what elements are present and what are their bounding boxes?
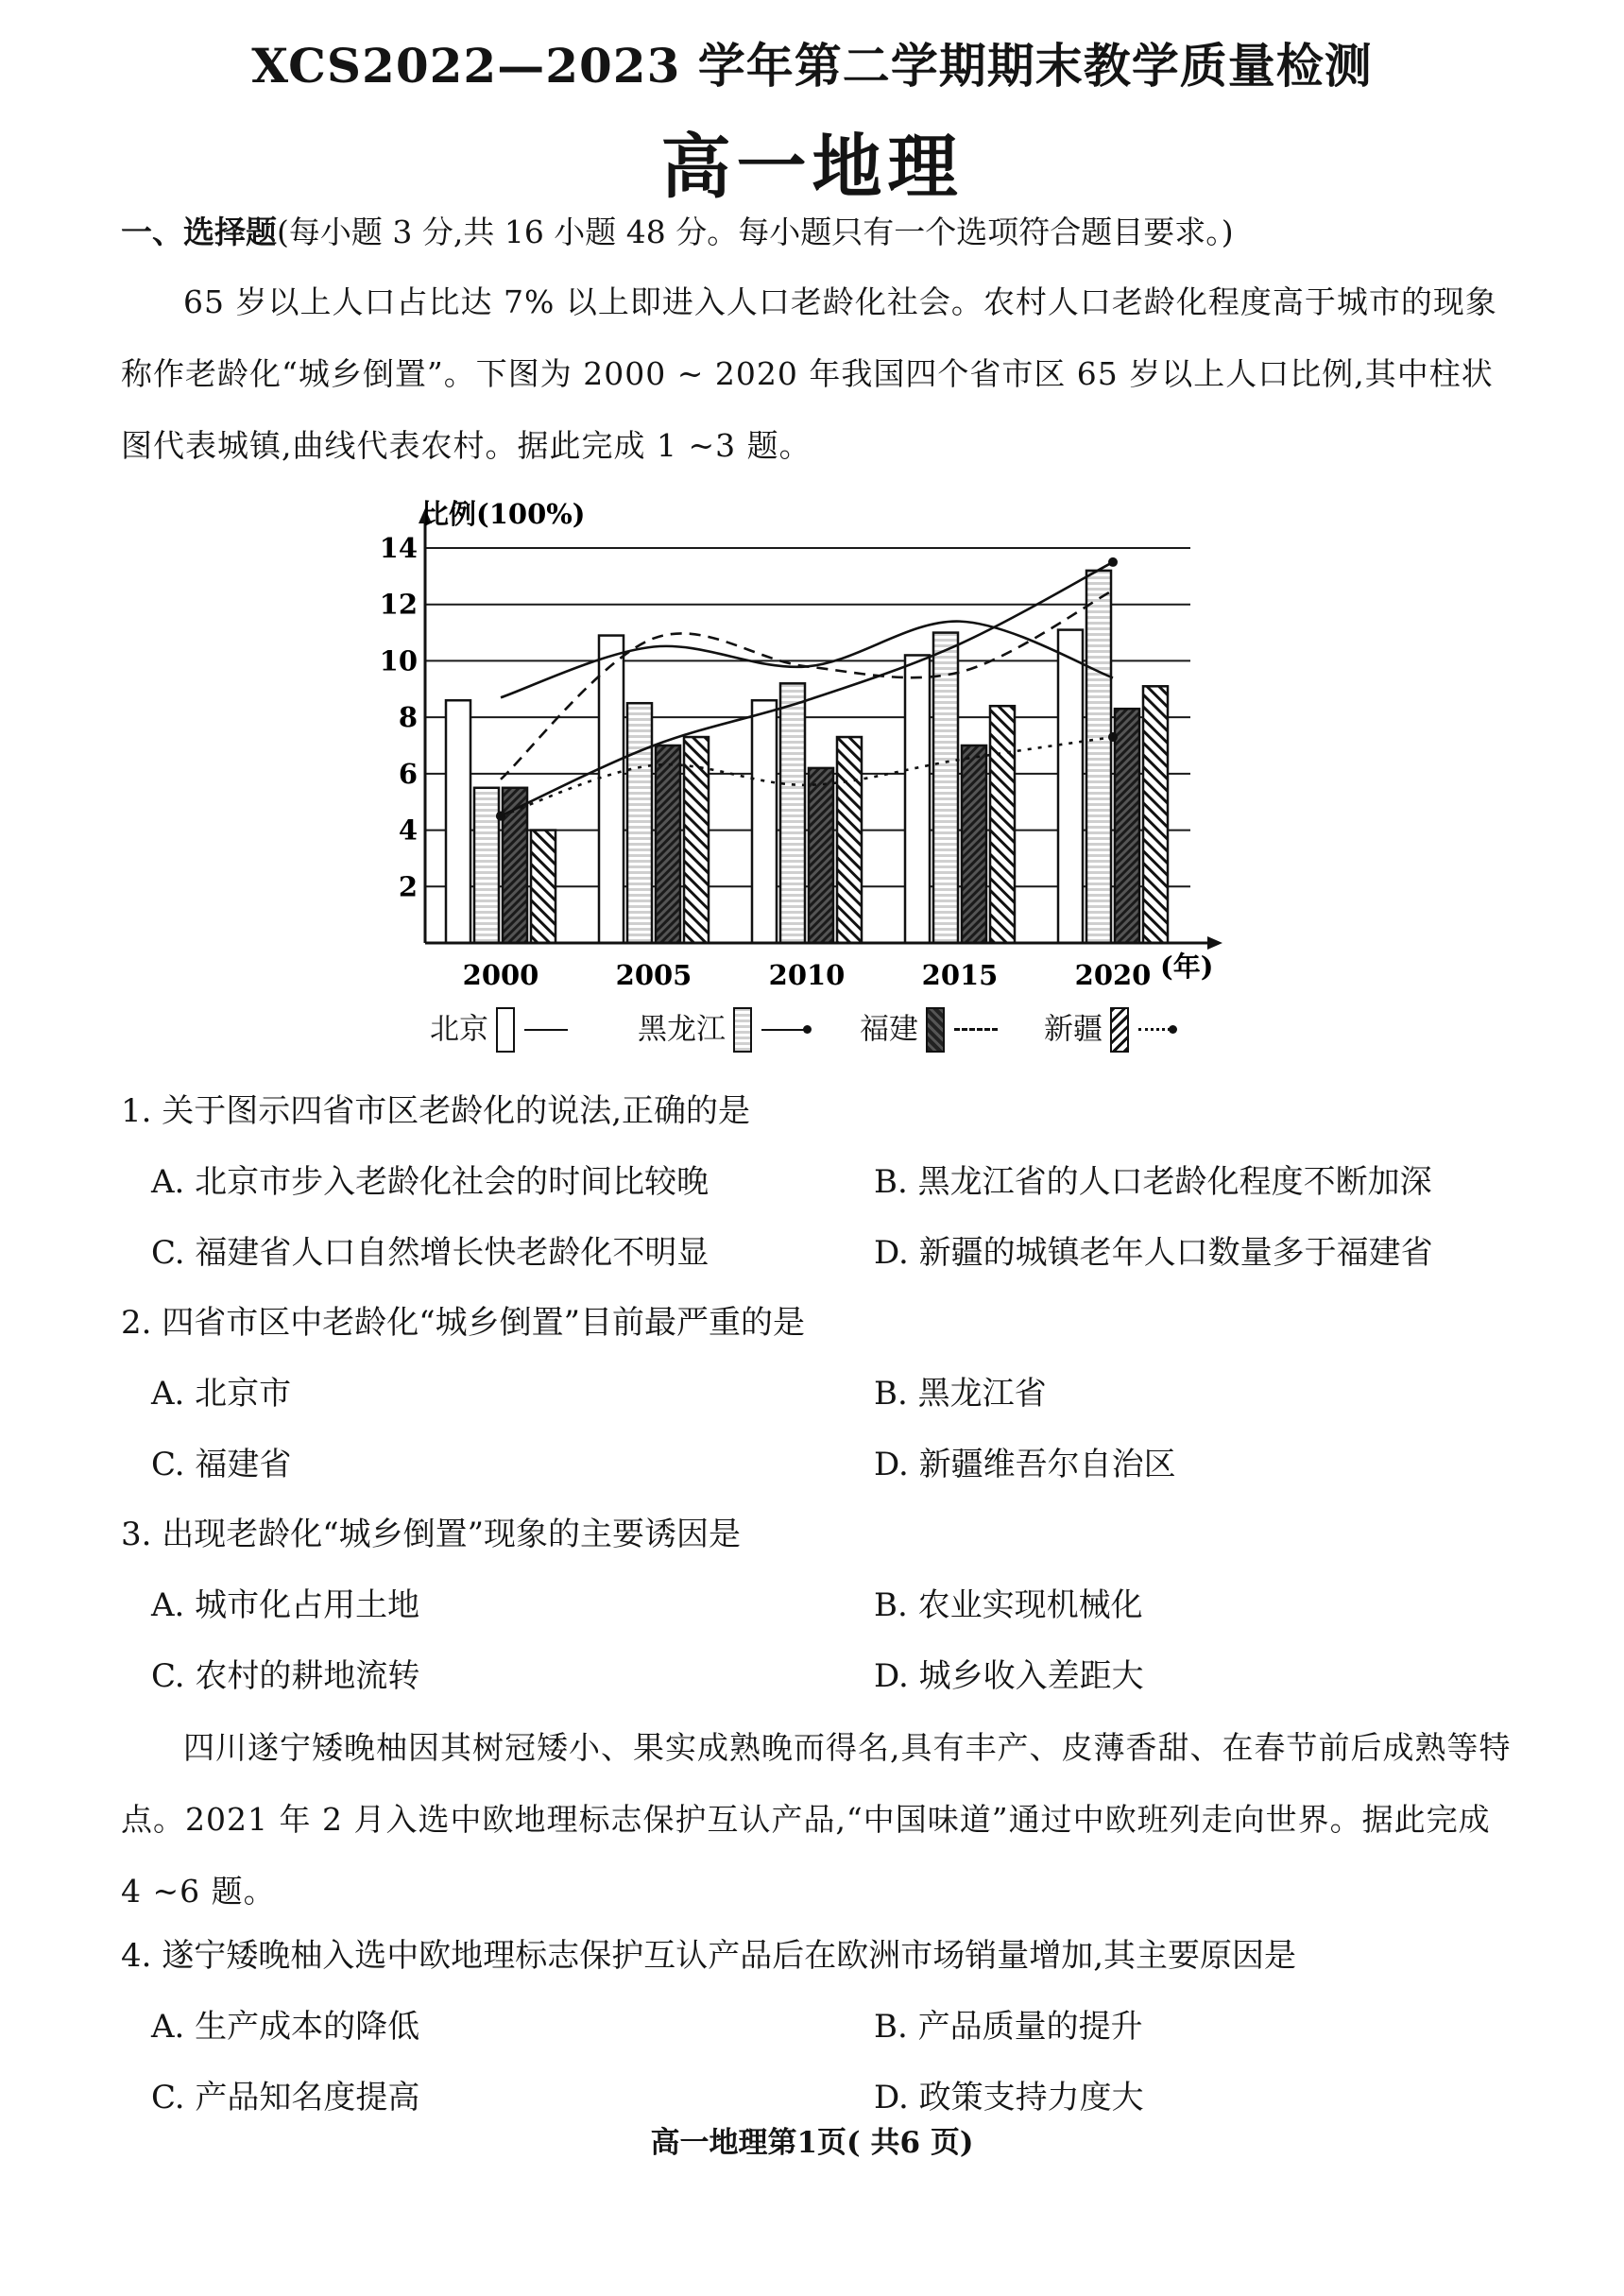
question-3-option-a[interactable]: A. 城市化占用土地 — [151, 1586, 420, 1624]
x-axis-title: (年) — [1160, 951, 1214, 983]
question-2-option-a[interactable]: A. 北京市 — [151, 1375, 292, 1413]
curve-point-xinjiang — [496, 812, 505, 821]
x-tick-label: 2020 — [1074, 959, 1152, 991]
bar-heilongjiang-2010 — [780, 683, 805, 943]
legend-label-heilongjiang: 黑龙江 — [638, 1012, 726, 1047]
legend-item-fujian — [860, 1002, 998, 1056]
material-paragraph-1: 65 岁以上人口占比达 7% 以上即进入人口老龄化社会。农村人口老龄化程度高于城市的现象称作老龄化“城乡倒置”。下图为 2000 ~ 2020 年我国四个省市区 65 岁以上人口比例,其中柱状图代表城镇,曲线代表农村。据此完成 1 ~3 题。 — [121, 283, 1497, 464]
legend-line-beijing — [524, 1029, 568, 1031]
question-3-option-c[interactable]: C. 农村的耕地流转 — [151, 1657, 420, 1695]
legend-swatch-xinjiang — [1110, 1007, 1129, 1053]
x-tick-label: 2005 — [615, 959, 692, 991]
bar-xinjiang-2005 — [684, 737, 709, 943]
bar-fujian-2015 — [962, 745, 986, 943]
question-3-option-b[interactable]: B. 农业实现机械化 — [874, 1586, 1143, 1624]
question-1-option-a[interactable]: A. 北京市步入老龄化社会的时间比较晚 — [151, 1163, 709, 1201]
bar-heilongjiang-2020 — [1086, 571, 1111, 943]
question-3-option-d[interactable]: D. 城乡收入差距大 — [874, 1657, 1144, 1695]
curve-xinjiang — [501, 737, 1113, 816]
bar-xinjiang-2000 — [531, 831, 556, 943]
legend-label-fujian: 福建 — [860, 1012, 918, 1047]
exam-title: XCS2022—2023 学年第二学期期末教学质量检测 — [251, 38, 1373, 94]
question-3-stem: 3. 出现老龄化“城乡倒置”现象的主要诱因是 — [121, 1516, 742, 1553]
question-4-option-c[interactable]: C. 产品知名度提高 — [151, 2079, 420, 2116]
question-1-option-c[interactable]: C. 福建省人口自然增长快老龄化不明显 — [151, 1234, 709, 1272]
bar-beijing-2020 — [1058, 630, 1083, 943]
question-1-option-d[interactable]: D. 新疆的城镇老年人口数量多于福建省 — [874, 1234, 1433, 1272]
y-tick-label: 8 — [398, 701, 418, 734]
legend-label-xinjiang: 新疆 — [1044, 1012, 1103, 1047]
legend-swatch-fujian — [926, 1007, 945, 1053]
question-4-option-d[interactable]: D. 政策支持力度大 — [874, 2079, 1144, 2116]
y-tick-label: 2 — [398, 870, 418, 903]
legend-dot-heilongjiang — [803, 1025, 812, 1034]
section-heading-label: 一、选择题 — [121, 214, 277, 250]
bar-heilongjiang-2000 — [474, 788, 499, 943]
question-1-option-b[interactable]: B. 黑龙江省的人口老龄化程度不断加深 — [874, 1163, 1432, 1201]
bar-beijing-2000 — [446, 700, 470, 943]
legend-swatch-beijing — [496, 1007, 515, 1053]
question-2-stem: 2. 四省市区中老龄化“城乡倒置”目前最严重的是 — [121, 1304, 806, 1342]
bar-fujian-2010 — [809, 768, 833, 943]
x-tick-label: 2010 — [768, 959, 846, 991]
bar-heilongjiang-2015 — [933, 633, 958, 943]
bar-fujian-2005 — [656, 745, 680, 943]
question-2-option-d[interactable]: D. 新疆维吾尔自治区 — [874, 1446, 1176, 1483]
legend-line-heilongjiang — [761, 1029, 805, 1031]
chart-legend — [0, 1002, 1624, 1054]
bar-xinjiang-2010 — [837, 737, 862, 943]
curve-point-heilongjiang — [1108, 557, 1118, 567]
page-footer: 高一地理第1页( 共6 页) — [650, 2126, 974, 2160]
bar-beijing-2010 — [752, 700, 777, 943]
bar-fujian-2020 — [1115, 709, 1139, 943]
legend-label-beijing: 北京 — [430, 1012, 488, 1047]
legend-item-xinjiang — [1044, 1002, 1177, 1056]
x-tick-label: 2015 — [921, 959, 999, 991]
legend-dot-xinjiang — [1169, 1025, 1177, 1034]
question-4-option-b[interactable]: B. 产品质量的提升 — [874, 2008, 1143, 2046]
legend-line-xinjiang — [1138, 1028, 1171, 1031]
question-2-option-b[interactable]: B. 黑龙江省 — [874, 1375, 1047, 1413]
bar-heilongjiang-2005 — [627, 703, 652, 943]
question-4-option-a[interactable]: A. 生产成本的降低 — [151, 2008, 420, 2046]
y-tick-label: 10 — [379, 644, 418, 677]
curve-heilongjiang — [501, 562, 1113, 816]
y-axis-title: 比例(100%) — [421, 498, 586, 530]
legend-item-beijing — [430, 1002, 568, 1056]
curve-point-xinjiang — [1108, 732, 1118, 742]
chart-curves — [496, 557, 1118, 821]
bar-beijing-2005 — [599, 636, 624, 943]
question-4-stem: 4. 遂宁矮晚柚入选中欧地理标志保护互认产品后在欧洲市场销量增加,其主要原因是 — [121, 1937, 1297, 1975]
legend-item-heilongjiang — [638, 1002, 812, 1056]
section-heading — [121, 212, 1557, 253]
x-tick-label: 2000 — [462, 959, 539, 991]
y-tick-label: 4 — [398, 814, 418, 847]
question-2-option-c[interactable]: C. 福建省 — [151, 1446, 292, 1483]
curve-beijing — [501, 622, 1113, 698]
question-1-stem: 1. 关于图示四省市区老龄化的说法,正确的是 — [121, 1092, 751, 1130]
legend-line-fujian — [954, 1028, 998, 1031]
subject-title: 高一地理 — [660, 127, 964, 208]
bar-beijing-2015 — [905, 655, 930, 943]
section-heading-instructions: (每小题 3 分,共 16 小题 48 分。每小题只有一个选项符合题目要求。) — [277, 214, 1234, 250]
material-paragraph-2: 四川遂宁矮晚柚因其树冠矮小、果实成熟晚而得名,具有丰产、皮薄香甜、在春节前后成熟等特点。2021 年 2 月入选中欧地理标志保护互认产品,“中国味道”通过中欧班列走向世界。据此完成 4 ~6 题。 — [121, 1729, 1512, 1910]
aging-ratio-chart — [379, 491, 1285, 1058]
y-tick-label: 14 — [379, 532, 418, 564]
x-axis-arrow — [1207, 936, 1222, 950]
y-tick-label: 12 — [379, 588, 418, 621]
bar-xinjiang-2020 — [1143, 686, 1168, 943]
bar-xinjiang-2015 — [990, 706, 1015, 943]
legend-swatch-heilongjiang — [733, 1007, 752, 1053]
y-tick-label: 6 — [398, 757, 418, 790]
bar-fujian-2000 — [503, 788, 527, 943]
chart-svg — [379, 491, 1285, 1058]
